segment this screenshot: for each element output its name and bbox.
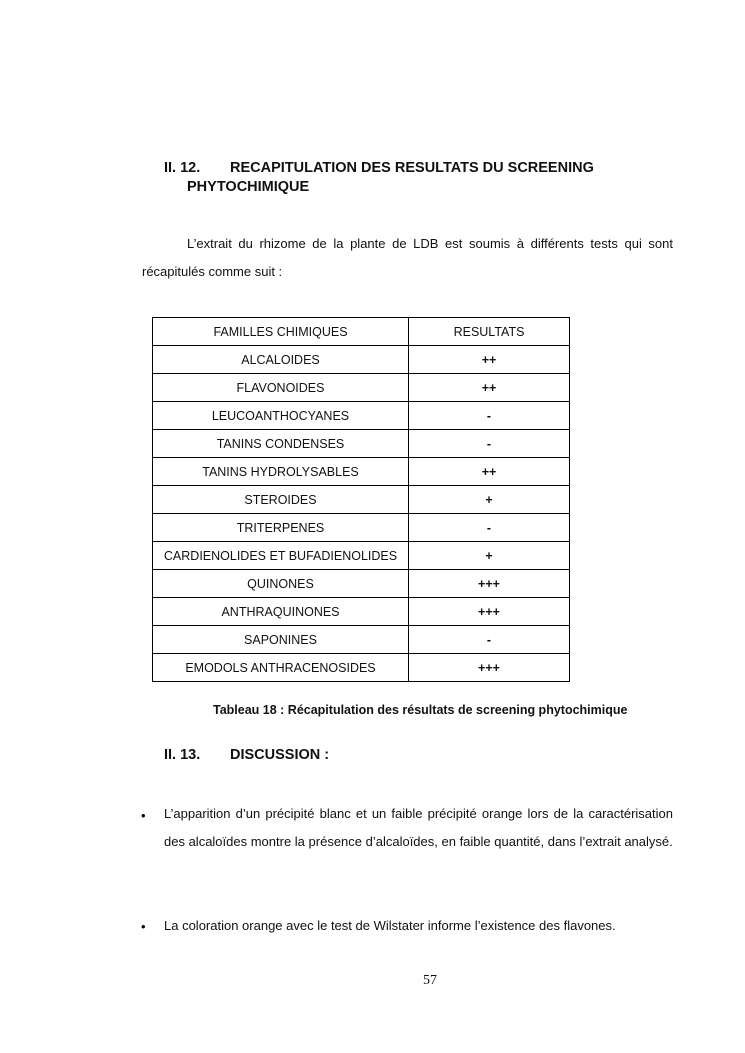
family-cell: ANTHRAQUINONES <box>153 598 409 626</box>
family-cell: TRITERPENES <box>153 514 409 542</box>
result-cell: + <box>409 542 570 570</box>
family-cell: FLAVONOIDES <box>153 374 409 402</box>
family-cell: LEUCOANTHOCYANES <box>153 402 409 430</box>
table-caption: Tableau 18 : Récapitulation des résultats de screening phytochimique <box>213 703 628 717</box>
family-cell: EMODOLS ANTHRACENOSIDES <box>153 654 409 682</box>
result-cell: - <box>409 514 570 542</box>
table-body <box>153 346 570 682</box>
result-cell: +++ <box>409 654 570 682</box>
result-cell: ++ <box>409 346 570 374</box>
table-row <box>153 402 570 430</box>
table-row <box>153 430 570 458</box>
table-row <box>153 458 570 486</box>
result-cell: - <box>409 430 570 458</box>
bullet-item: L’apparition d’un précipité blanc et un faible précipité orange lors de la caractérisation des alcaloïdes montre la présence d’alcaloïdes, en faible quantité, dans l’extrait analysé. <box>164 806 673 849</box>
table-row <box>153 654 570 682</box>
section-12-number: II. 12. <box>164 160 201 176</box>
result-cell: - <box>409 626 570 654</box>
table-row <box>153 346 570 374</box>
section-12-title-line1: RECAPITULATION DES RESULTATS DU SCREENING <box>230 160 594 176</box>
family-cell: CARDIENOLIDES ET BUFADIENOLIDES <box>153 542 409 570</box>
family-cell: SAPONINES <box>153 626 409 654</box>
result-cell: ++ <box>409 374 570 402</box>
table-row <box>153 374 570 402</box>
bullet-item: La coloration orange avec le test de Wilstater informe l’existence des flavones. <box>164 918 616 933</box>
result-cell: +++ <box>409 570 570 598</box>
intro-paragraph-line2: récapitulés comme suit : <box>142 264 283 279</box>
table-row <box>153 514 570 542</box>
intro-paragraph-line1: L’extrait du rhizome de la plante de LDB est soumis à différents tests qui sont <box>187 236 673 251</box>
table-row <box>153 626 570 654</box>
page-number: 57 <box>423 973 437 988</box>
table-row <box>153 486 570 514</box>
section-13-title: DISCUSSION : <box>230 747 330 763</box>
section-13-number: II. 13. <box>164 747 201 763</box>
table-row <box>153 570 570 598</box>
table-header-row <box>153 318 570 346</box>
table-row <box>153 598 570 626</box>
screening-results-table <box>152 317 570 682</box>
table-row <box>153 542 570 570</box>
header-results: RESULTATS <box>409 318 570 346</box>
result-cell: + <box>409 486 570 514</box>
bullet-dot-icon: • <box>141 808 146 823</box>
result-cell: - <box>409 402 570 430</box>
family-cell: STEROIDES <box>153 486 409 514</box>
section-12-title-line2: PHYTOCHIMIQUE <box>187 179 310 195</box>
family-cell: TANINS CONDENSES <box>153 430 409 458</box>
bullet-dot-icon: • <box>141 919 146 934</box>
family-cell: ALCALOIDES <box>153 346 409 374</box>
result-cell: ++ <box>409 458 570 486</box>
result-cell: +++ <box>409 598 570 626</box>
family-cell: QUINONES <box>153 570 409 598</box>
header-families: FAMILLES CHIMIQUES <box>153 318 409 346</box>
family-cell: TANINS HYDROLYSABLES <box>153 458 409 486</box>
